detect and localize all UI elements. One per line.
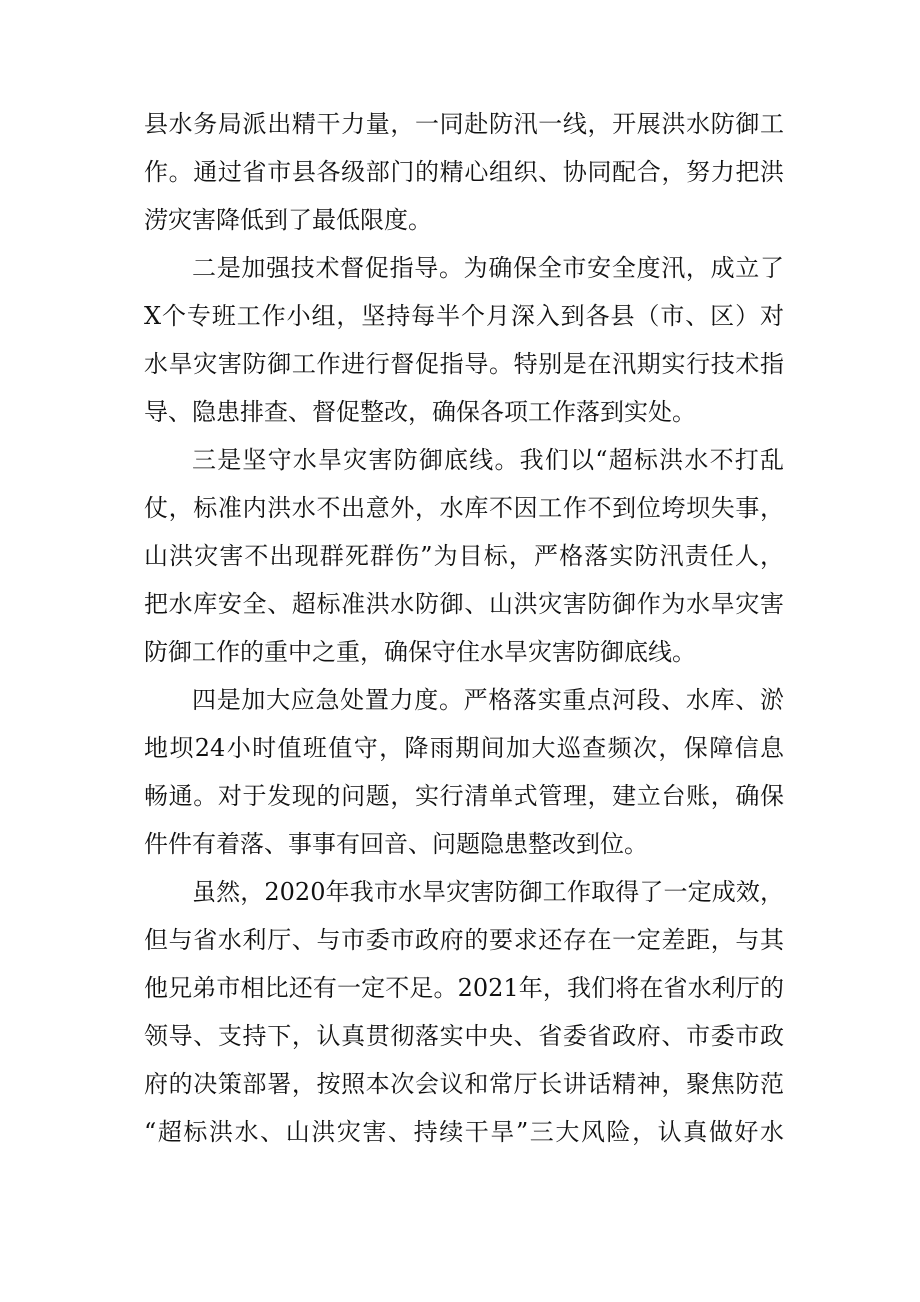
paragraph-3-start: 三是坚守水旱灾害防御底线。我们以“超标洪水不打乱	[192, 446, 784, 474]
paragraph-4-start: 四是加大应急处置力度。严格落实重点河段、水库、淤	[192, 686, 784, 714]
paragraph-2-start: 二是加强技术督促指导。为确保全市安全度汛，成立了	[192, 254, 784, 282]
text-line: 山洪灾害不出现群死群伤”为目标，严格落实防汛责任人，	[144, 542, 784, 570]
text-line: 水旱灾害防御工作进行督促指导。特别是在汛期实行技术指	[144, 350, 784, 378]
text-line: 府的决策部署，按照本次会议和常厅长讲话精神，聚焦防范	[144, 1070, 784, 1098]
text-line: 把水库安全、超标准洪水防御、山洪灾害防御作为水旱灾害	[144, 590, 784, 618]
text-line: “超标洪水、山洪灾害、持续干旱”三大风险，认真做好水	[144, 1118, 784, 1146]
text-line: 畅通。对于发现的问题，实行清单式管理，建立台账，确保	[144, 782, 784, 810]
text-line: 领导、支持下，认真贯彻落实中央、省委省政府、市委市政	[144, 1022, 784, 1050]
text-line: 涝灾害降低到了最低限度。	[144, 206, 432, 234]
text-line: 仗，标准内洪水不出意外，水库不因工作不到位垮坝失事，	[144, 494, 784, 522]
document-body	[144, 100, 784, 1156]
text-line: 县水务局派出精干力量，一同赴防汛一线，开展洪水防御工	[144, 110, 784, 138]
text-line: 作。通过省市县各级部门的精心组织、协同配合，努力把洪	[144, 158, 784, 186]
paragraph-5-start: 虽然，2020年我市水旱灾害防御工作取得了一定成效，	[192, 878, 784, 906]
text-line: 导、隐患排查、督促整改，确保各项工作落到实处。	[144, 398, 696, 426]
text-line: 地坝24小时值班值守，降雨期间加大巡查频次，保障信息	[144, 734, 784, 762]
text-line: X个专班工作小组，坚持每半个月深入到各县（市、区）对	[144, 302, 784, 330]
text-line: 但与省水利厅、与市委市政府的要求还存在一定差距，与其	[144, 926, 784, 954]
text-line: 防御工作的重中之重，确保守住水旱灾害防御底线。	[144, 638, 696, 666]
text-line: 件件有着落、事事有回音、问题隐患整改到位。	[144, 830, 648, 858]
text-line: 他兄弟市相比还有一定不足。2021年，我们将在省水利厅的	[144, 974, 784, 1002]
